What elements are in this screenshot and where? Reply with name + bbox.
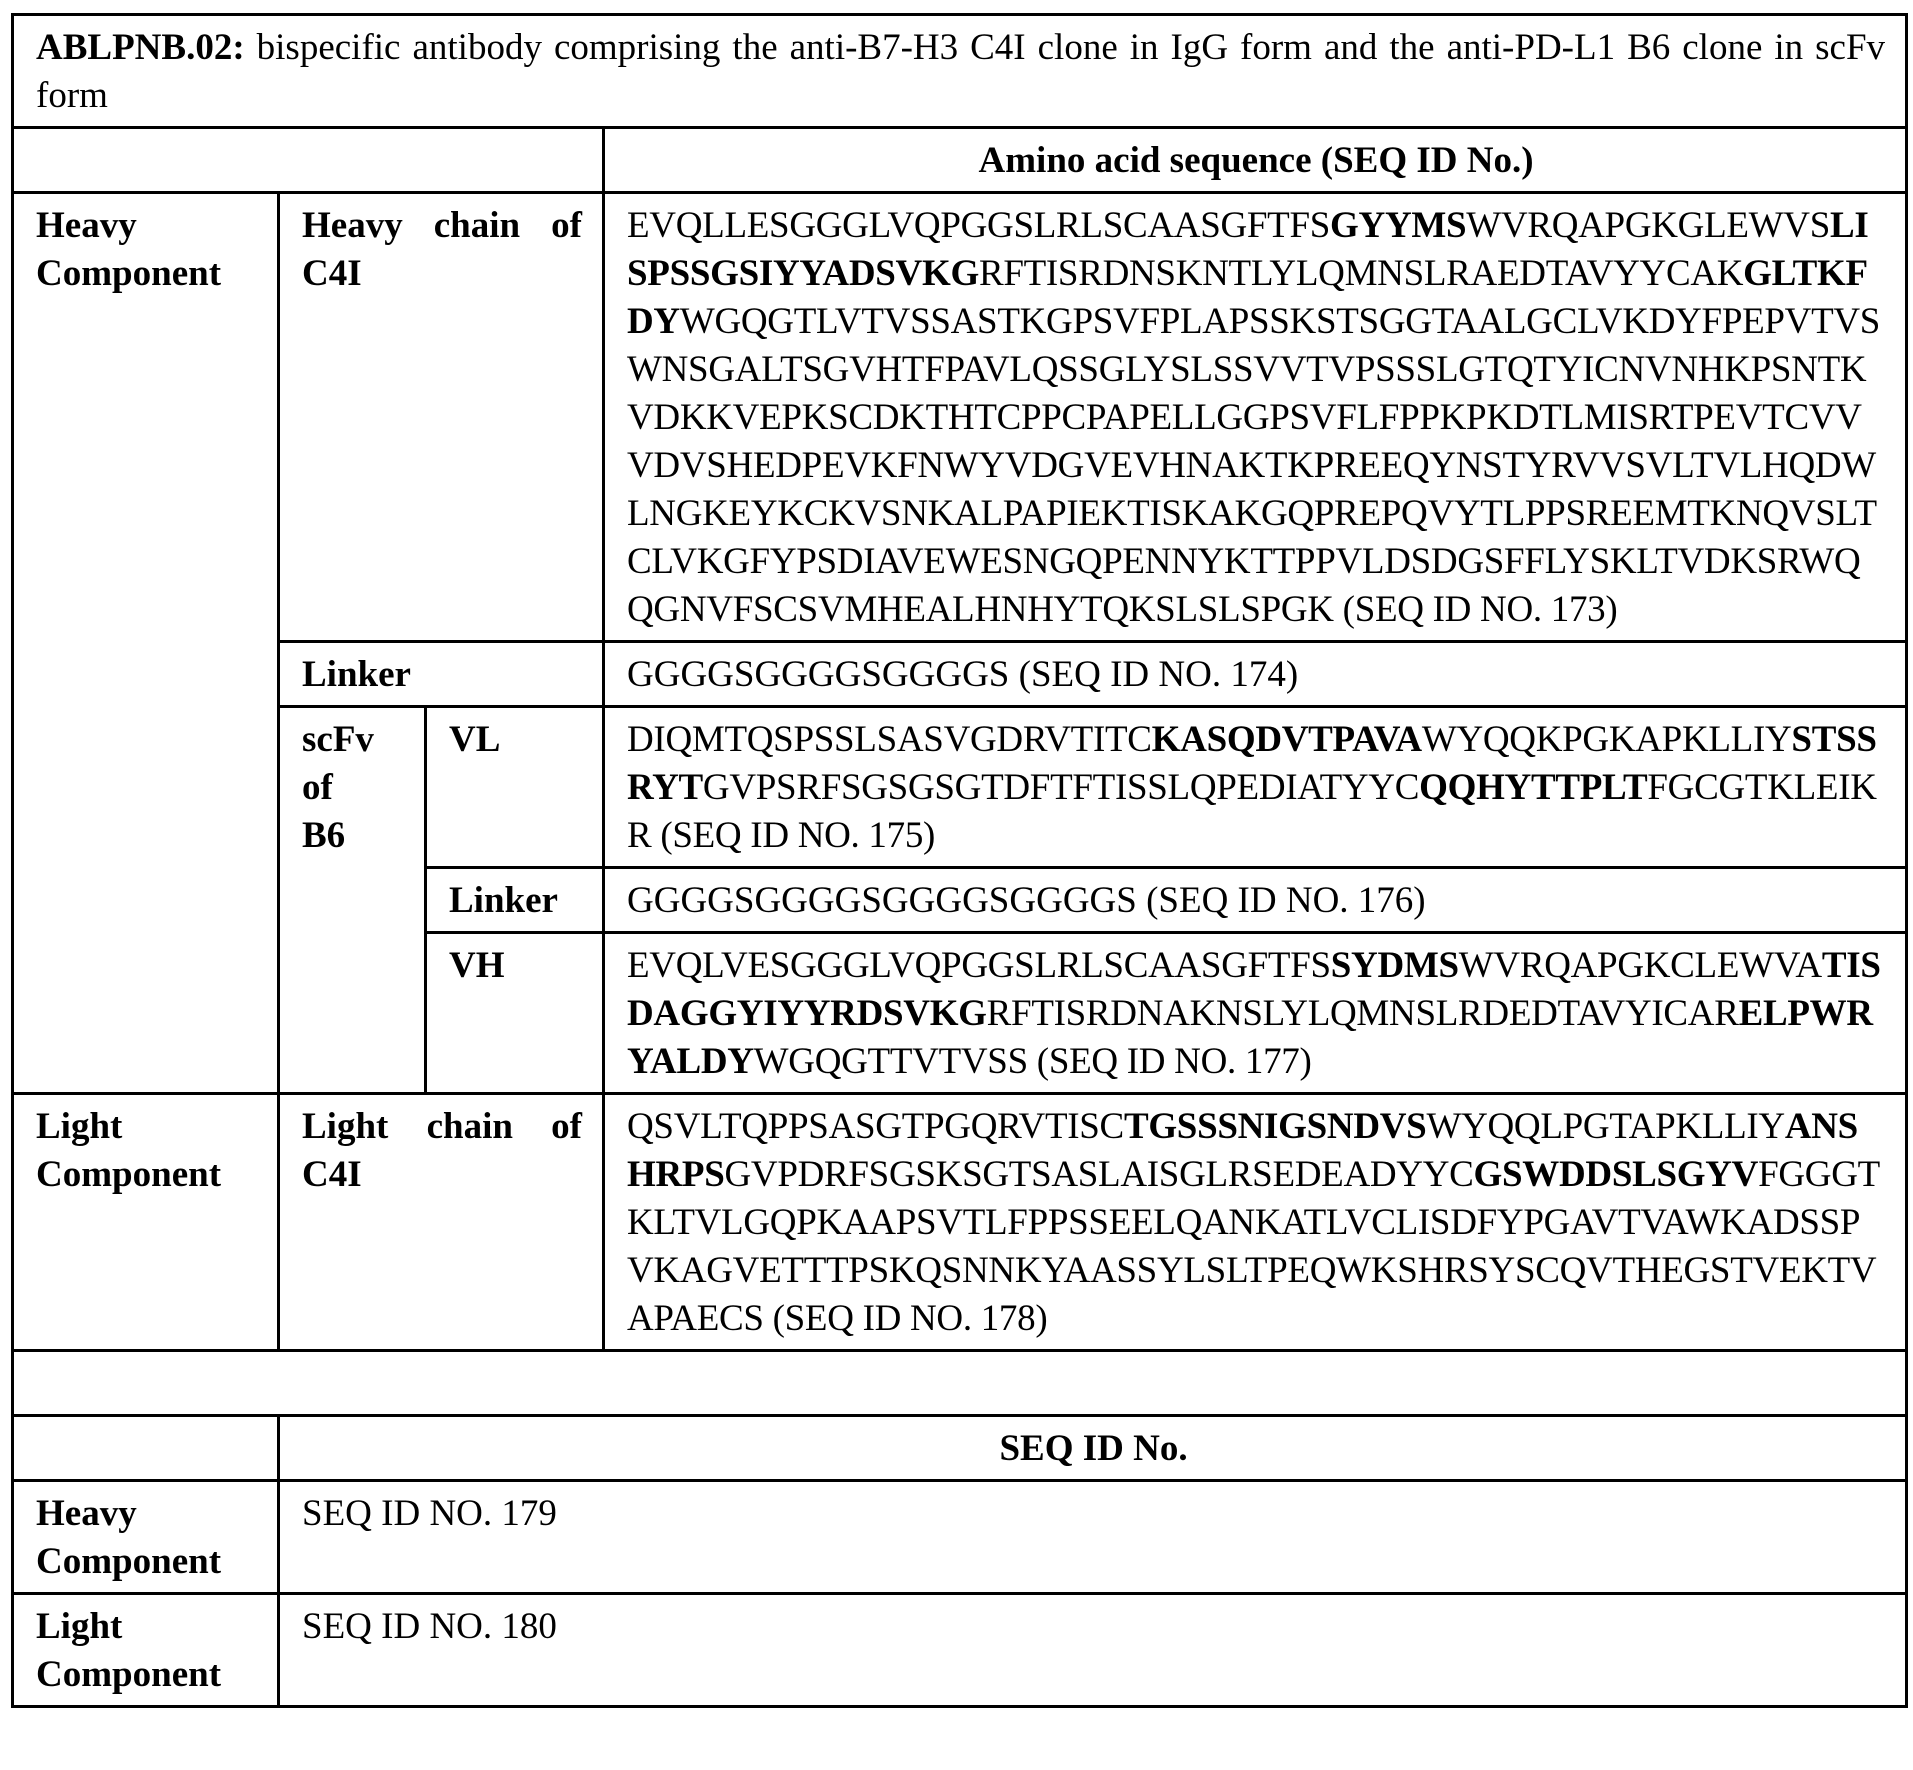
sequence-segment: GVPDRFSGSKSGTSASLAISGLRSEDEADYYC (724, 1154, 1474, 1195)
sequence-segment: FGCGTKLEIKR (SEQ ID NO. 175) (627, 767, 1877, 856)
sequence-segment: RFTISRDNSKNTLYLQMNSLRAEDTAVYYCAK (978, 253, 1744, 294)
sequence-segment: WVRQAPGKGLEWVS (1466, 205, 1831, 246)
construct-description: bispecific antibody comprising the anti-B7-H3 C4I clone in IgG form and the anti-PD-L1 B6 clone in scFv form (36, 27, 1886, 116)
sequence-segment: WGQGTTVTVSS (SEQ ID NO. 177) (753, 1041, 1312, 1082)
scfv-vl-row (13, 707, 1907, 868)
light-chain-sequence (604, 1094, 1907, 1351)
scfv-linker-label: Linker (426, 868, 604, 933)
cdr-segment: SYDMS (1330, 945, 1459, 986)
vh-sequence (604, 933, 1907, 1094)
cdr-segment: KASQDVTPAVA (1151, 719, 1422, 760)
table-title (13, 15, 1907, 128)
header-empty-cell (13, 128, 604, 193)
light-chain-row (13, 1094, 1907, 1351)
heavy-chain-sequence (604, 193, 1907, 642)
summary-label: Heavy Component (13, 1481, 279, 1594)
cdr-segment: ELPWRYALDY (627, 993, 1873, 1082)
vl-sequence (604, 707, 1907, 868)
heavy-linker-row (13, 642, 1907, 707)
scfv-label-line: scFv (302, 719, 374, 760)
cdr-segment: QQHYTTPLT (1419, 767, 1648, 808)
summary-row (13, 1594, 1907, 1707)
scfv-label (279, 707, 426, 1094)
cdr-segment: GLTKFDY (627, 253, 1868, 342)
heavy-chain-label: Heavy chain of C4I (279, 193, 604, 642)
linker-sequence: GGGGSGGGGSGGGGS (SEQ ID NO. 174) (604, 642, 1907, 707)
scfv-label-line: of (302, 767, 333, 808)
sequence-segment: WYQQLPGTAPKLLIY (1426, 1106, 1785, 1147)
spacer-cell (13, 1351, 1907, 1416)
antibody-sequence-table (11, 13, 1908, 1708)
sequence-segment: FGGGTKLTVLGQPKAAPSVTLFPPSSEELQANKATLVCLISDFYPGAVTVAWKADSSPVKAGVETTTPSKQSNNKYAASSYLSLTPEQWKSHRSYSCQVTHEGSTVEKTVAPAECS (SEQ ID NO. 178) (627, 1154, 1880, 1339)
sequence-segment: DIQMTQSPSSLSASVGDRVTITC (627, 719, 1152, 760)
sequence-segment: WGQGTLVTVSSASTKGPSVFPLAPSSKSTSGGTAALGCLVKDYFPEPVTVSWNSGALTSGVHTFPAVLQSSGLYSLSSVVTVPSSSLGTQTYICNVNHKPSNTKVDKKVEPKSCDKTHTCPPCPAPELLGGPSVFLFPPKPKDTLMISRTPEVTCVVVDVSHEDPEVKFNWYVDGVEVHNAKTKPREEQYNSTYRVVSVLTVLHQDWLNGKEYKCKVSNKALPAPIEKTISKAKGQPREPQVYTLPPSREEMTKNQVSLTCLVKGFYPSDIAVEWESNGQPENNYKTTPPVLDSDGSFFLYSKLTVDKSRWQQGNVFSCSVMHEALHNHYTQKSLSLSPGK (SEQ ID NO. 173) (627, 301, 1881, 630)
light-chain-label: Light chain of C4I (279, 1094, 604, 1351)
title-row (13, 15, 1907, 128)
cdr-segment: STSSRYT (627, 719, 1877, 808)
sequence-segment: WVRQAPGKCLEWVA (1458, 945, 1822, 986)
construct-id: ABLPNB.02: (36, 27, 245, 68)
sequence-segment: RFTISRDNAKNSLYLQMNSLRDEDTAVYICAR (986, 993, 1739, 1034)
summary-header: SEQ ID No. (279, 1416, 1907, 1481)
cdr-segment: GYYMS (1330, 205, 1467, 246)
light-component-label: Light Component (13, 1094, 279, 1351)
summary-row (13, 1481, 1907, 1594)
cdr-segment: TGSSSNIGSNDVS (1123, 1106, 1427, 1147)
sequence-segment: WYQQKPGKAPKLLIY (1421, 719, 1792, 760)
heavy-chain-row (13, 193, 1907, 642)
scfv-label-line: B6 (302, 815, 346, 856)
cdr-segment: GSWDDSLSGYV (1473, 1154, 1759, 1195)
linker-label: Linker (279, 642, 604, 707)
cdr-segment: ANSHRPS (627, 1106, 1858, 1195)
sequence-segment: EVQLLESGGGLVQPGGSLRLSCAASGFTFS (627, 205, 1331, 246)
summary-label: Light Component (13, 1594, 279, 1707)
summary-header-empty (13, 1416, 279, 1481)
summary-value: SEQ ID NO. 179 (279, 1481, 1907, 1594)
cdr-segment: LISPSSGSIYYADSVKG (627, 205, 1869, 294)
header-row (13, 128, 1907, 193)
sequence-segment: GVPSRFSGSGSGTDFTFTISSLQPEDIATYYC (702, 767, 1420, 808)
vl-label: VL (426, 707, 604, 868)
summary-value: SEQ ID NO. 180 (279, 1594, 1907, 1707)
summary-header-row (13, 1416, 1907, 1481)
vh-label: VH (426, 933, 604, 1094)
sequence-segment: EVQLVESGGGLVQPGGSLRLSCAASGFTFS (627, 945, 1331, 986)
sequence-column-header: Amino acid sequence (SEQ ID No.) (604, 128, 1907, 193)
scfv-linker-sequence: GGGGSGGGGSGGGGSGGGGS (SEQ ID NO. 176) (604, 868, 1907, 933)
cdr-segment: TISDAGGYIYYRDSVKG (627, 945, 1881, 1034)
spacer-row (13, 1351, 1907, 1416)
heavy-component-label: Heavy Component (13, 193, 279, 1094)
sequence-segment: QSVLTQPPSASGTPGQRVTISC (627, 1106, 1124, 1147)
